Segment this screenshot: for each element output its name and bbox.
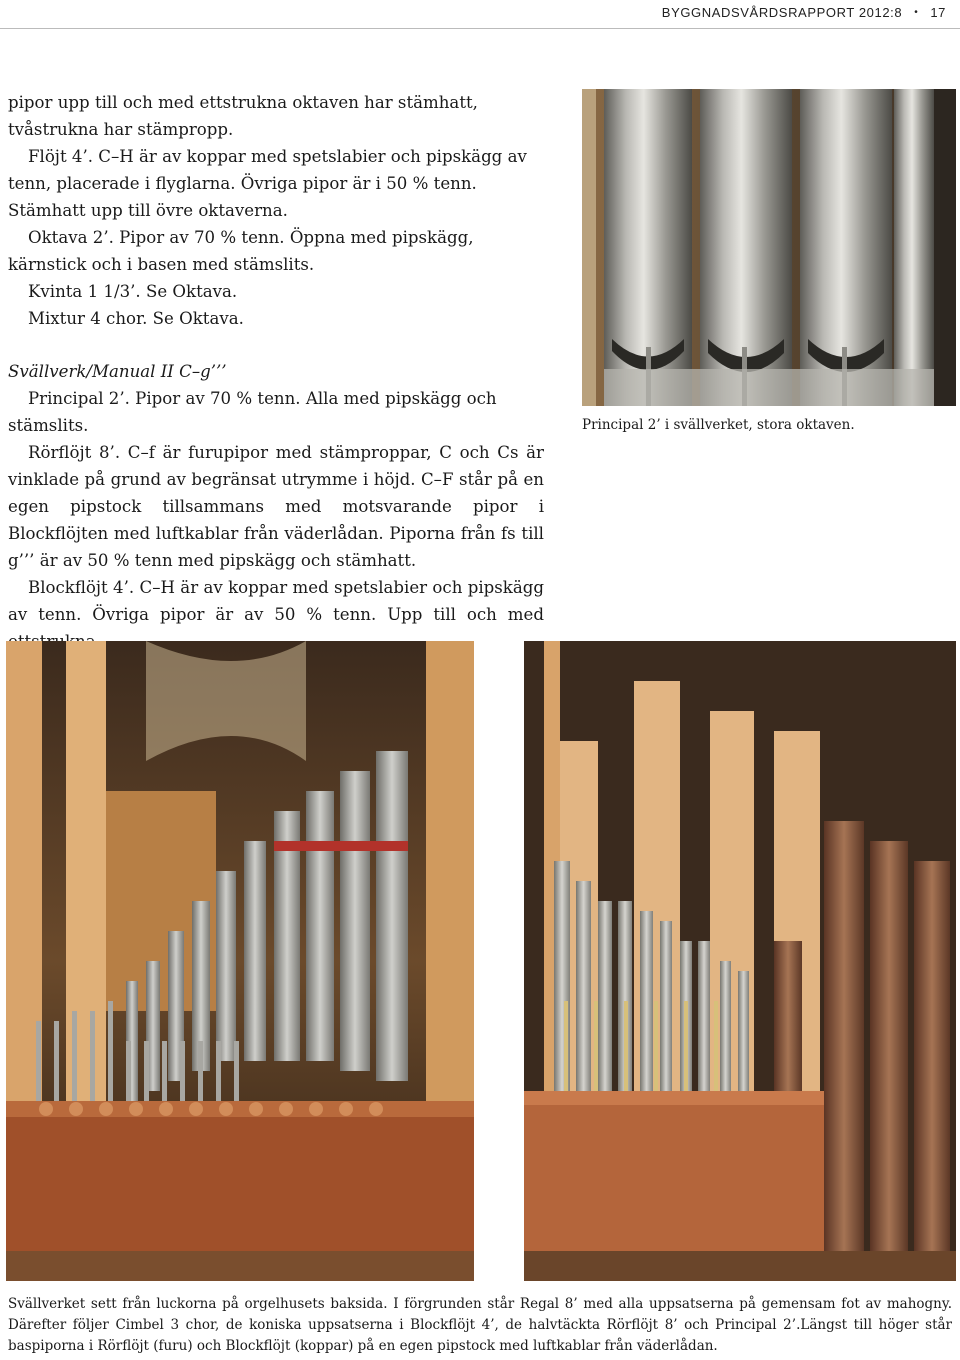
header-rule — [0, 28, 960, 29]
paragraph-principal: Principal 2’. Pipor av 70 % tenn. Alla med pipskägg och stämslits. — [8, 389, 497, 435]
report-title: BYGGNADSVÅRDSRAPPORT 2012:8 — [661, 4, 903, 20]
photo-principal-pipes — [582, 89, 956, 406]
svallverk-front-image — [6, 641, 474, 1281]
page-number: 17 — [930, 4, 946, 20]
header-separator: • — [914, 6, 919, 18]
caption-svallverk-photos: Svällverket sett från luckorna på orgelhusets baksida. I förgrunden står Regal 8’ med alla uppsatserna på gemensam fot av mahogny. Därefter följer Cimbel 3 chor, de koniska uppsatserna i Blockflöjt 4’, de halvtäckta Rörflöjt 8’ och Principal 2’.Längst till höger står baspiporna i Rörflöjt (furu) och Blockflöjt (koppar) på en egen pipstock med luftkablar från väderlådan. — [8, 1296, 952, 1354]
photo-svallverk-front — [6, 641, 474, 1281]
paragraph-flojt: Flöjt 4’. C–H är av koppar med spetslabier och pipskägg av tenn, placerade i flyglarna. Övriga pipor är i 50 % tenn. Stämhatt upp till övre oktaverna. — [8, 147, 527, 220]
paragraph-mixtur: Mixtur 4 chor. Se Oktava. — [28, 309, 244, 328]
paragraph-rorflojt: Rörflöjt 8’. C–f är furupipor med stämproppar, C och Cs är vinklade på grund av begränsat utrymme i höjd. C–F står på en egen pipstock tillsammans med motsvarande pipor i Blockflöjten med luftkablar från väderlådan. Piporna från fs till g’’’ är av 50 % tenn med pipskägg och stämhatt. — [8, 443, 544, 570]
running-header — [662, 2, 946, 22]
bass-pipes-image — [524, 641, 956, 1281]
section-heading-svallverk: Svällverk/Manual II C–g’’’ — [8, 362, 227, 381]
body-text-column — [8, 89, 544, 655]
principal-pipes-image — [582, 89, 956, 406]
caption-principal-photo: Principal 2’ i svällverket, stora oktaven. — [582, 417, 855, 433]
paragraph-oktava: Oktava 2’. Pipor av 70 % tenn. Öppna med pipskägg, kärnstick och i basen med stämslits. — [8, 228, 474, 274]
paragraph-blockflojt: Blockflöjt 4’. C–H är av koppar med spetslabier och pipskägg av tenn. Övriga pipor är av 50 % tenn. Upp till och med — [8, 578, 544, 624]
paragraph-kvinta: Kvinta 1 1/3’. Se Oktava. — [28, 282, 238, 301]
photo-bass-pipes — [524, 641, 956, 1281]
paragraph-continuation: pipor upp till och med ettstrukna oktaven har stämhatt, tvåstrukna har stämpropp. — [8, 93, 478, 139]
